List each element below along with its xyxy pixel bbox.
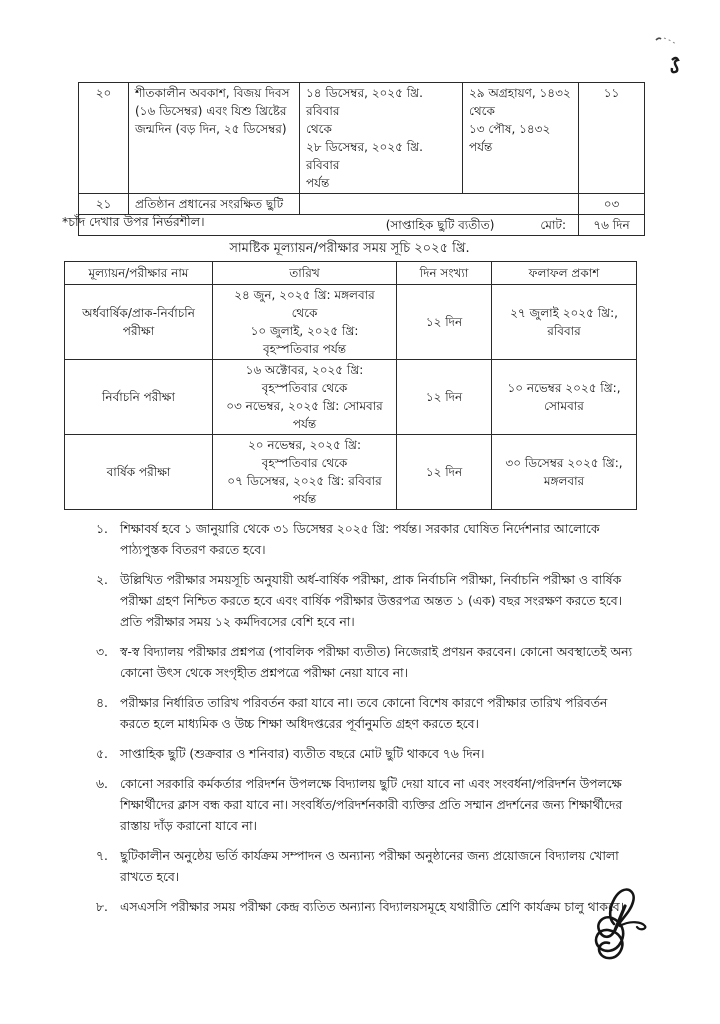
exam-name: অর্ধবার্ষিক/প্রাক-নির্বাচনি পরীক্ষা [65, 285, 213, 360]
date-line: ১৬ অক্টোবর, ২০২৫ খ্রি: [245, 363, 364, 377]
date-line: ০৭ ডিসেম্বর, ২০২৫ খ্রি: রবিবার [227, 474, 382, 488]
date-line: থেকে [306, 122, 332, 136]
date-line: ০৩ নভেম্বর, ২০২৫ খ্রি: সোমবার [226, 399, 383, 413]
date-line: বৃহস্পতিবার পর্যন্ত [262, 342, 347, 356]
exam-header-row [65, 262, 637, 285]
instruction-number: ৩. [96, 645, 108, 659]
holiday-days: ১১ [579, 83, 645, 194]
date-line: ২৪ জুন, ২০২৫ খ্রি: মঙ্গলবার [234, 288, 375, 302]
exam-schedule-title: সামষ্টিক মূল্যায়ন/পরীক্ষার সময় সূচি ২০২৫ খ্রি. [229, 241, 470, 256]
instructions-list [96, 519, 640, 927]
instruction-text: পরীক্ষার নির্ধারিত তারিখ পরিবর্তন করা যাবে না। তবে কোনো বিশেষ কারণে পরীক্ষার তারিখ পরিবর্তন করতে হলে মাধ্যমিক ও উচ্চ শিক্ষা অধিদপ্তরের পূর্বানুমতি গ্রহণ করতে হবে। [120, 696, 608, 731]
instruction-number: ৭. [96, 849, 108, 863]
exam-table-section [64, 261, 636, 510]
instruction-number: ৮. [96, 900, 108, 914]
holiday-row-21 [79, 194, 645, 215]
exam-row [65, 360, 637, 435]
instruction-text: শিক্ষাবর্ষ হবে ১ জানুয়ারি থেকে ৩১ ডিসেম্বর ২০২৫ খ্রি: পর্যন্ত। সরকার ঘোষিত নির্দেশনার আলোকে পাঠ্যপুস্তক বিতরণ করতে হবে। [120, 522, 600, 557]
instruction-number: ৫. [96, 747, 108, 761]
instruction-item [96, 519, 640, 561]
instruction-item [96, 897, 640, 918]
ink-marks-icon [630, 26, 690, 86]
instruction-text: ছুটিকালীন অনুষ্ঠেয় ভর্তি কার্যক্রম সম্পাদন ও অন্যান্য পরীক্ষা অনুষ্ঠানের জন্য প্রয়োজনে বিদ্যালয় খোলা রাখতে হবে। [120, 849, 619, 884]
exam-result: ২৭ জুলাই ২০২৫ খ্রি:, রবিবার [492, 285, 637, 360]
signature-icon [568, 882, 668, 997]
moon-dependency-note: *চাঁদ দেখার উপর নির্ভরশীল। [62, 214, 205, 229]
instruction-text: এসএসসি পরীক্ষার সময় পরীক্ষা কেন্দ্র ব্যতিত অন্যান্য বিদ্যালয়সমূহে যথারীতি শ্রেণি কার্যক্রম চালু থাকবে। [120, 900, 625, 914]
date-line: বৃহস্পতিবার থেকে [261, 456, 348, 470]
date-line: ২০ নভেম্বর, ২০২৫ খ্রি: [247, 438, 362, 452]
instruction-text: স্ব-স্ব বিদ্যালয় পরীক্ষার প্রশ্নপত্র (পাবলিক পরীক্ষা ব্যতীত) নিজেরাই প্রণয়ন করবেন। কোনো অবস্থাতেই অন্য কোনো উৎস থেকে সংগৃহীত প্রশ্নপত্রে পরীক্ষা নেয়া যাবে না। [120, 645, 633, 680]
instruction-number: ৬. [96, 777, 108, 791]
exam-date [213, 285, 397, 360]
total-label: মোট: [540, 218, 566, 232]
instruction-item [96, 693, 640, 735]
exam-days: ১২ দিন [397, 360, 492, 435]
instruction-item [96, 846, 640, 888]
exam-days: ১২ দিন [397, 285, 492, 360]
weekly-holiday-note: (সাপ্তাহিক ছুটি ব্যতীত) [385, 218, 495, 232]
instruction-number: ২. [96, 573, 108, 587]
exam-table [64, 261, 637, 510]
exam-row [65, 285, 637, 360]
date-line: ২৯ অগ্রহায়ণ, ১৪৩২ [469, 86, 571, 100]
date-line: থেকে [291, 306, 318, 320]
instruction-item [96, 570, 640, 633]
holiday-table-section [78, 82, 644, 236]
exam-date [213, 360, 397, 435]
holiday-days: ০৩ [579, 194, 645, 215]
instruction-text: উল্লিখিত পরীক্ষার সময়সূচি অনুযায়ী অর্ধ-বার্ষিক পরীক্ষা, প্রাক নির্বাচনি পরীক্ষা, নির্বাচনি পরীক্ষা ও বার্ষিক পরীক্ষা গ্রহণ নিশ্চিত করতে হবে এবং বার্ষিক পরীক্ষার উত্তরপত্র অন্তত ১ (এক) বছর সংরক্ষণ করতে হবে। প্রতি পরীক্ষার সময় ১২ কর্মদিবসের বেশি হবে না। [120, 573, 622, 629]
exam-result: ১০ নভেম্বর ২০২৫ খ্রি:, সোমবার [492, 360, 637, 435]
exam-row [65, 435, 637, 510]
exam-header-result: ফলাফল প্রকাশ [492, 262, 637, 285]
instruction-item [96, 642, 640, 684]
instruction-number: ৪. [96, 696, 108, 710]
exam-name: বার্ষিক পরীক্ষা [65, 435, 213, 510]
holiday-row-20 [79, 83, 645, 194]
holiday-empty-cell [300, 194, 579, 215]
exam-name: নির্বাচনি পরীক্ষা [65, 360, 213, 435]
instruction-text: সাপ্তাহিক ছুটি (শুক্রবার ও শনিবার) ব্যতীত বছরে মোট ছুটি থাকবে ৭৬ দিন। [120, 747, 485, 761]
exam-days: ১২ দিন [397, 435, 492, 510]
date-line: পর্যন্ত [306, 176, 330, 190]
exam-header-name: মূল্যায়ন/পরীক্ষার নাম [65, 262, 213, 285]
instruction-text: কোনো সরকারি কর্মকর্তার পরিদর্শন উপলক্ষে বিদ্যালয় ছুটি দেয়া যাবে না এবং সংবর্ধনা/পরিদর্শন উপলক্ষে শিক্ষার্থীদের ক্লাস বন্ধ করা যাবে না। সংবর্ধিত/পরিদর্শনকারী ব্যক্তির প্রতি সম্মান প্রদর্শনের জন্য শিক্ষার্থীদের রাস্তায় দাঁড় করানো যাবে না। [120, 777, 623, 833]
exam-header-date: তারিখ [213, 262, 397, 285]
instruction-item [96, 744, 640, 765]
holiday-serial: ২১ [79, 194, 129, 215]
date-line: পর্যন্ত [469, 140, 493, 154]
holiday-date-bengali [463, 83, 579, 194]
ink-marks-decoration [630, 26, 690, 90]
date-line: বৃহস্পতিবার থেকে [261, 381, 348, 395]
date-line: ১০ জুলাই, ২০২৫ খ্রি: [250, 324, 359, 338]
exam-header-days: দিন সংখ্যা [397, 262, 492, 285]
instruction-item [96, 774, 640, 837]
holiday-table [78, 82, 645, 236]
date-line: ২৮ ডিসেম্বর, ২০২৫ খ্রি. রবিবার [306, 140, 423, 172]
date-line: পর্যন্ত [292, 492, 317, 506]
holiday-occasion: শীতকালীন অবকাশ, বিজয় দিবস (১৬ ডিসেম্বর) এবং যিশু খ্রিষ্টের জন্মদিন (বড় দিন, ২৫ ডিসেম্বর) [129, 83, 300, 194]
holiday-occasion: প্রতিষ্ঠান প্রধানের সংরক্ষিত ছুটি [129, 194, 300, 215]
total-days-value: ৭৬ দিন [579, 215, 645, 236]
date-line: ১৪ ডিসেম্বর, ২০২৫ খ্রি. রবিবার [306, 86, 423, 118]
holiday-serial: ২০ [79, 83, 129, 194]
date-line: থেকে [469, 104, 495, 118]
instruction-number: ১. [96, 522, 108, 536]
date-line: পর্যন্ত [292, 417, 317, 431]
exam-result: ৩০ ডিসেম্বর ২০২৫ খ্রি:, মঙ্গলবার [492, 435, 637, 510]
holiday-date-gregorian [300, 83, 463, 194]
exam-date [213, 435, 397, 510]
date-line: ১৩ পৌষ, ১৪৩২ [469, 122, 551, 136]
signature [568, 882, 668, 1001]
